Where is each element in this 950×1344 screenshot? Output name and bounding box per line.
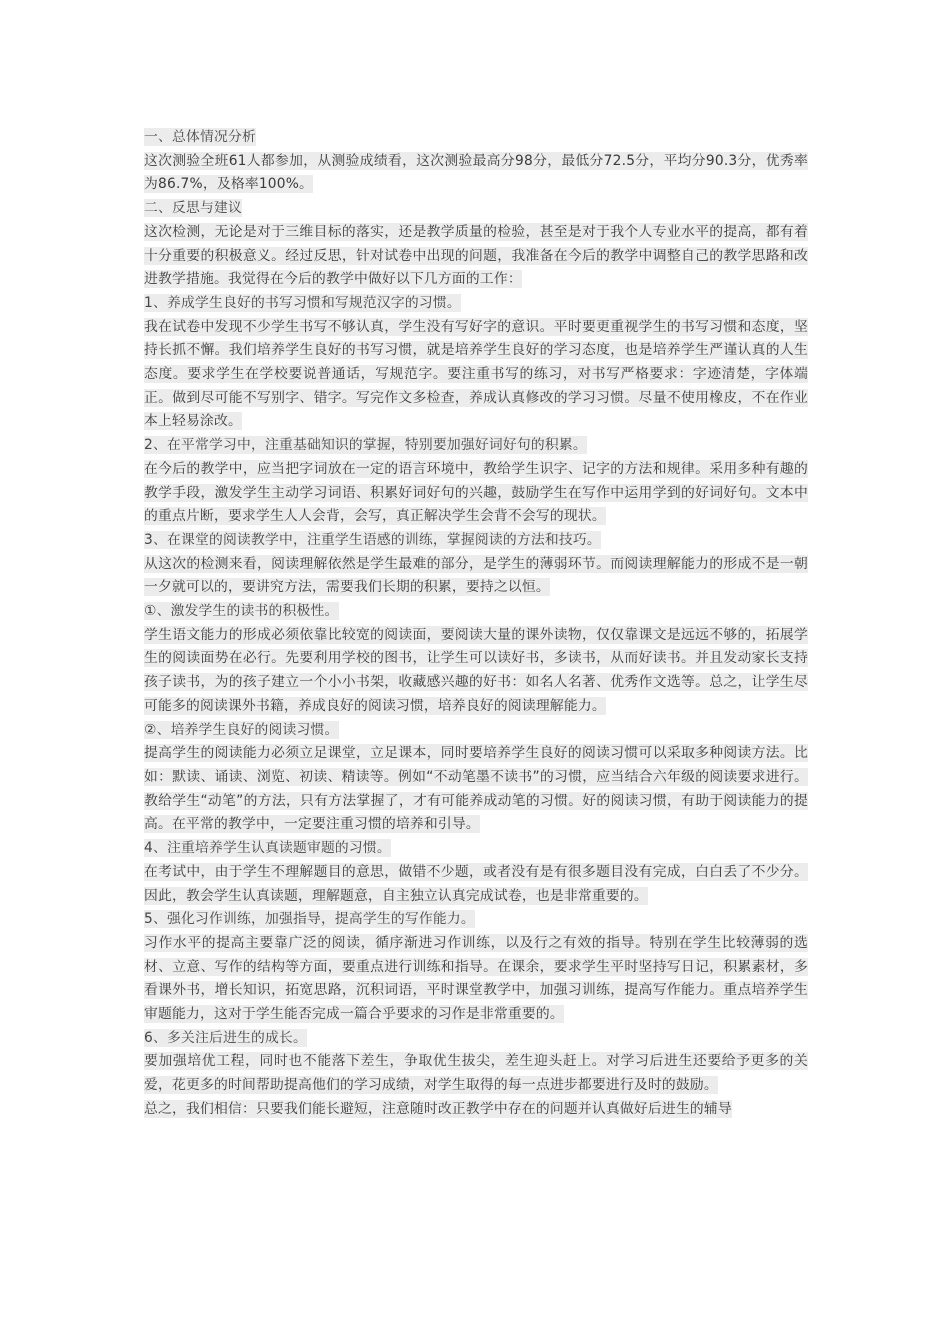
section-heading-overview: 一、总体情况分析 xyxy=(144,129,256,145)
item-heading-3: 3、在课堂的阅读教学中，注重学生语感的训练，掌握阅读的方法和技巧。 xyxy=(144,531,601,548)
section-heading-reflection: 二、反思与建议 xyxy=(144,200,242,217)
paragraph-item-6: 要加强培优工程，同时也不能落下差生，争取优生拔尖，差生迎头赶上。对学习后进生还要给予更多的关爱，花更多的时间帮助提高他们的学习成绩，对学生取得的每一点进步都要进行及时的鼓励。 xyxy=(144,1053,808,1094)
item-heading-5: 5、强化习作训练，加强指导，提高学生的写作能力。 xyxy=(144,911,475,928)
item-heading-1: 1、养成学生良好的书写习惯和写规范汉字的习惯。 xyxy=(144,294,461,311)
paragraph-reflection-intro: 这次检测，无论是对于三维目标的落实，还是教学质量的检验，甚至是对于我个人专业水平的提高，都有着十分重要的积极意义。经过反思，针对试卷中出现的问题，我准备在今后的教学中调整自己的教学思路和改进教学措施。我觉得在今后的教学中做好以下几方面的工作： xyxy=(144,223,808,288)
item-heading-2: 2、在平常学习中，注重基础知识的掌握，特别要加强好词好句的积累。 xyxy=(144,437,587,454)
paragraph-subitem-1: 学生语文能力的形成必须依靠比较宽的阅读面，要阅读大量的课外读物，仅仅靠课文是远远不够的，拓展学生的阅读面势在必行。先要利用学校的图书，让学生可以读好书，多读书，从而好读书。并且发动家长支持孩子读书，为的孩子建立一个小小书架，收藏感兴趣的好书：如名人名著、优秀作文选等。总之，让学生尽可能多的阅读课外书籍，养成良好的阅读习惯，培养良好的阅读理解能力。 xyxy=(144,626,808,714)
subitem-heading-2: ②、培养学生良好的阅读习惯。 xyxy=(144,721,339,738)
subitem-heading-1: ①、激发学生的读书的积极性。 xyxy=(144,603,339,620)
paragraph-item-1: 我在试卷中发现不少学生书写不够认真，学生没有写好字的意识。平时要更重视学生的书写习惯和态度，坚持长抓不懈。我们培养学生良好的书写习惯，就是培养学生良好的学习态度，也是培养学生严谨认真的人生态度。要求学生在学校要说普通话，写规范字。要注重书写的练习，对书写严格要求：字迹清楚，字体端正。做到尽可能不写别字、错字。写完作文多检查，养成认真修改的学习习惯。尽量不使用橡皮，不在作业本上轻易涂改。 xyxy=(144,318,808,430)
item-heading-6: 6、多关注后进生的成长。 xyxy=(144,1029,307,1046)
paragraph-item-4: 在考试中，由于学生不理解题目的意思，做错不少题，或者没有是有很多题目没有完成，白白丢了不少分。因此，教会学生认真读题，理解题意，自主独立认真完成试卷，也是非常重要的。 xyxy=(144,863,808,904)
document-body xyxy=(144,126,808,1122)
paragraph-scores: 这次测验全班61人都参加，从测验成绩看，这次测验最高分98分，最低分72.5分，平均分90.3分，优秀率为86.7%，及格率100%。 xyxy=(144,152,808,193)
paragraph-conclusion: 总之，我们相信：只要我们能长避短，注意随时改正教学中存在的问题并认真做好后进生的辅导 xyxy=(144,1100,732,1117)
paragraph-subitem-2: 提高学生的阅读能力必须立足课堂，立足课本，同时要培养学生良好的阅读习惯可以采取多种阅读方法。比如：默读、诵读、浏览、初读、精读等。例如“不动笔墨不读书”的习惯，应当结合六年级的阅读要求进行。教给学生“动笔”的方法，只有方法掌握了，才有可能养成动笔的习惯。好的阅读习惯，有助于阅读能力的提高。在平常的教学中，一定要注重习惯的培养和引导。 xyxy=(144,745,808,833)
paragraph-item-3: 从这次的检测来看，阅读理解依然是学生最难的部分，是学生的薄弱环节。而阅读理解能力的形成不是一朝一夕就可以的，要讲究方法，需要我们长期的积累，要持之以恒。 xyxy=(144,555,808,596)
item-heading-4: 4、注重培养学生认真读题审题的习惯。 xyxy=(144,840,391,857)
paragraph-item-5: 习作水平的提高主要靠广泛的阅读，循序渐进习作训练，以及行之有效的指导。特别在学生比较薄弱的选材、立意、写作的结构等方面，要重点进行训练和指导。在课余，要求学生平时坚持写日记，积累素材，多看课外书，增长知识，拓宽思路，沉积词语，平时课堂教学中，加强习训练，提高写作能力。重点培养学生审题能力，这对于学生能否完成一篇合乎要求的习作是非常重要的。 xyxy=(144,934,808,1023)
paragraph-item-2: 在今后的教学中，应当把字词放在一定的语言环境中，教给学生识字、记字的方法和规律。采用多种有趣的教学手段，激发学生主动学习词语、积累好词好句的兴趣，鼓励学生在写作中运用学到的好词好句。文本中的重点片断，要求学生人人会背，会写，真正解决学生会背不会写的现状。 xyxy=(144,460,808,525)
